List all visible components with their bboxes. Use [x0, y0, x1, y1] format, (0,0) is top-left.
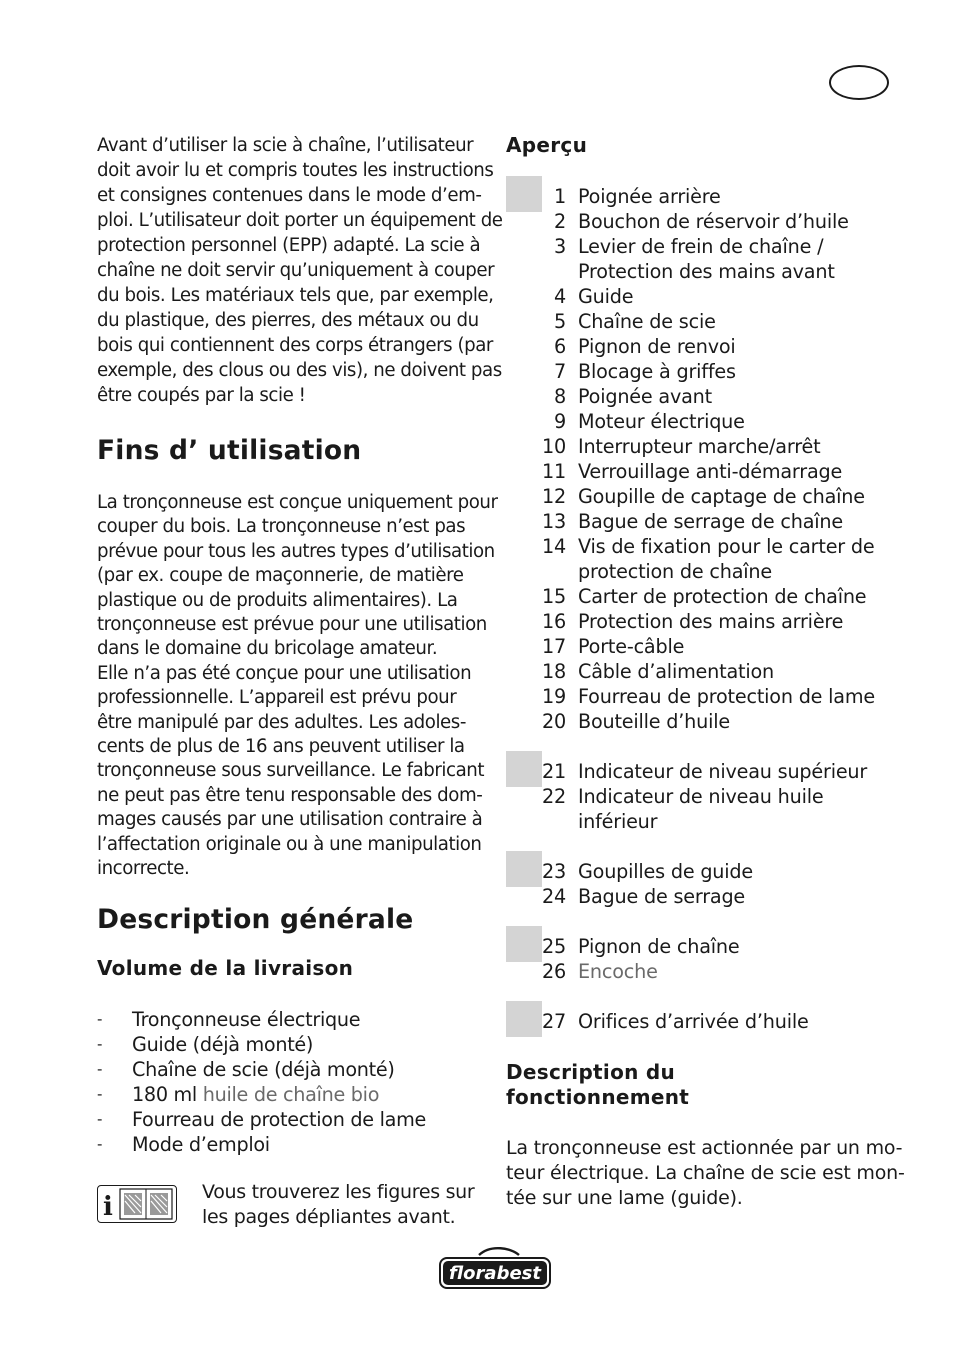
- part-label: Bague de serrage de chaîne: [578, 510, 843, 533]
- part-item: [506, 959, 886, 984]
- part-label: Orifices d’arrivée d’huile: [578, 1010, 809, 1033]
- part-item: [506, 509, 886, 534]
- part-item: [506, 334, 886, 359]
- part-label: Câble d’alimentation: [578, 660, 774, 683]
- part-number: 12: [541, 485, 566, 508]
- part-label: Porte-câble: [578, 635, 685, 658]
- part-label: Encoche: [578, 960, 658, 983]
- part-number: 1: [553, 185, 566, 208]
- part-label: Interrupteur marche/arrêt: [578, 435, 821, 458]
- svg-text:florabest: florabest: [449, 1263, 541, 1284]
- list-item: - Mode d’emploi: [97, 1132, 270, 1156]
- part-number: 24: [541, 885, 566, 908]
- intro-paragraph: Avant d’utiliser la scie à chaîne, l’utilisateur doit avoir lu et compris toutes les instructions et consignes contenues dans le mode d’em- ploi. L’utilisateur doit porter un équipement de protection personnel (EPP) adapté. La scie à chaîne ne doit servir qu’uniquement à couper du bois. Les matériaux tels que, par exemple, du plastique, des pierres, des métaux ou du bois qui contiennent des corps étrangers (par exemple, des clous ou des vis), ne doivent pas être coupés par la scie !: [97, 135, 503, 406]
- list-item: - Guide (déjà monté): [97, 1032, 314, 1056]
- part-number: 21: [541, 760, 566, 783]
- figure-reference-box: [506, 926, 542, 962]
- part-number: 4: [553, 285, 566, 308]
- part-label: Indicateur de niveau supérieur: [578, 760, 868, 783]
- parts-group: [506, 859, 886, 909]
- part-label: Bouchon de réservoir d’huile: [578, 210, 849, 233]
- fins-utilisation-paragraph: La tronçonneuse est conçue uniquement pour couper du bois. La tronçonneuse n’est pas prévue pour tous les autres types d’utilisation (par ex. coupe de maçonnerie, de matière plastique ou de produits alimentaires). La tronçonneuse est prévue pour une utilisation dans le domaine du bricolage amateur. Elle n’a pas été conçue pour une utilisation professionnelle. L’appareil est prévu pour être manipulé par des adultes. Les adoles- cents de plus de 16 ans peuvent utiliser la tronçonneuse sous surveillance. Le fabricant ne peut pas être tenu responsable des dom- mages causés par une utilisation contraire à l’affectation originale ou à une manipulation incorrecte.: [97, 492, 498, 880]
- part-label: Goupille de captage de chaîne: [578, 485, 865, 508]
- part-number: 23: [541, 860, 566, 883]
- part-item: [506, 309, 886, 334]
- part-number: 11: [541, 460, 566, 483]
- part-label: Blocage à griffes: [578, 360, 736, 383]
- function-heading: Description du fonctionnement: [506, 1060, 690, 1109]
- figure-reference-box: [506, 751, 542, 787]
- parts-group: [506, 184, 886, 734]
- part-item: [506, 784, 886, 834]
- description-generale-heading: Description générale: [97, 903, 414, 935]
- part-item: [506, 709, 886, 734]
- part-label: Levier de frein de chaîne / Protection des mains avant: [578, 235, 835, 283]
- part-label: Poignée avant: [578, 385, 712, 408]
- figure-reference-box: [506, 176, 542, 212]
- part-number: 9: [553, 410, 566, 433]
- left-column: [97, 133, 503, 1230]
- part-label: Chaîne de scie: [578, 310, 716, 333]
- part-number: 27: [541, 1010, 566, 1033]
- list-item: - 180 ml huile de chaîne bio: [97, 1082, 380, 1106]
- part-label: Poignée arrière: [578, 185, 721, 208]
- figure-reference-box: [506, 851, 542, 887]
- part-item: [506, 859, 886, 884]
- part-number: 10: [541, 435, 566, 458]
- part-item: [506, 659, 886, 684]
- part-label: Protection des mains arrière: [578, 610, 844, 633]
- part-label: Guide: [578, 285, 634, 308]
- part-number: 14: [541, 535, 566, 558]
- part-item: [506, 684, 886, 709]
- part-number: 26: [541, 960, 566, 983]
- part-item: [506, 359, 886, 384]
- part-number: 19: [541, 685, 566, 708]
- right-column: [506, 133, 905, 1211]
- part-number: 18: [541, 660, 566, 683]
- part-item: [506, 534, 886, 584]
- fins-utilisation-heading: Fins d’ utilisation: [97, 435, 362, 466]
- info-book-icon: [97, 1185, 177, 1223]
- part-number: 16: [541, 610, 566, 633]
- part-number: 25: [541, 935, 566, 958]
- parts-overview: [506, 184, 886, 1034]
- florabest-logo: [439, 1246, 551, 1294]
- list-item: - Tronçonneuse électrique: [97, 1007, 361, 1031]
- parts-group: [506, 1009, 886, 1034]
- part-label: Vis de fixation pour le carter de protection de chaîne: [578, 535, 875, 583]
- part-label: Carter de protection de chaîne: [578, 585, 867, 608]
- part-label: Bouteille d’huile: [578, 710, 730, 733]
- part-item: [506, 209, 886, 234]
- part-item: [506, 484, 886, 509]
- part-number: 6: [553, 335, 566, 358]
- part-number: 2: [553, 210, 566, 233]
- parts-group: [506, 934, 886, 984]
- part-item: [506, 234, 886, 284]
- svg-text:i: i: [103, 1191, 113, 1222]
- part-item: [506, 434, 886, 459]
- part-item: [506, 459, 886, 484]
- part-item: [506, 634, 886, 659]
- part-number: 8: [553, 385, 566, 408]
- part-item: [506, 184, 886, 209]
- part-number: 7: [553, 360, 566, 383]
- part-number: 17: [541, 635, 566, 658]
- part-item: [506, 284, 886, 309]
- part-label: Pignon de renvoi: [578, 335, 736, 358]
- part-label: Pignon de chaîne: [578, 935, 740, 958]
- part-label: Bague de serrage: [578, 885, 746, 908]
- part-item: [506, 584, 886, 609]
- language-tab-oval: [829, 65, 889, 100]
- part-number: 22: [541, 785, 566, 808]
- part-item: [506, 409, 886, 434]
- part-item: [506, 609, 886, 634]
- part-number: 15: [541, 585, 566, 608]
- volume-livraison-heading: Volume de la livraison: [97, 955, 354, 980]
- part-label: Indicateur de niveau huile inférieur: [578, 785, 824, 833]
- function-paragraph: La tronçonneuse est actionnée par un mo- teur électrique. La chaîne de scie est mon- tée sur une lame (guide).: [506, 1137, 905, 1209]
- part-item: [506, 384, 886, 409]
- part-item: [506, 759, 886, 784]
- part-item: [506, 934, 886, 959]
- part-number: 3: [553, 235, 566, 258]
- part-number: 5: [553, 310, 566, 333]
- part-label: Fourreau de protection de lame: [578, 685, 875, 708]
- apercu-heading: Aperçu: [506, 133, 588, 157]
- list-item: - Chaîne de scie (déjà monté): [97, 1057, 395, 1081]
- part-item: [506, 1009, 886, 1034]
- part-number: 13: [541, 510, 566, 533]
- part-number: 20: [541, 710, 566, 733]
- part-label: Verrouillage anti-démarrage: [578, 460, 843, 483]
- part-label: Moteur électrique: [578, 410, 745, 433]
- list-item: - Fourreau de protection de lame: [97, 1107, 426, 1131]
- figures-note: i Vous trouverez les figures sur les pages dépliantes avant.: [97, 1180, 482, 1230]
- figure-reference-box: [506, 1001, 542, 1037]
- part-item: [506, 884, 886, 909]
- part-label: Goupilles de guide: [578, 860, 753, 883]
- delivery-list: [97, 1007, 482, 1157]
- parts-group: [506, 759, 886, 834]
